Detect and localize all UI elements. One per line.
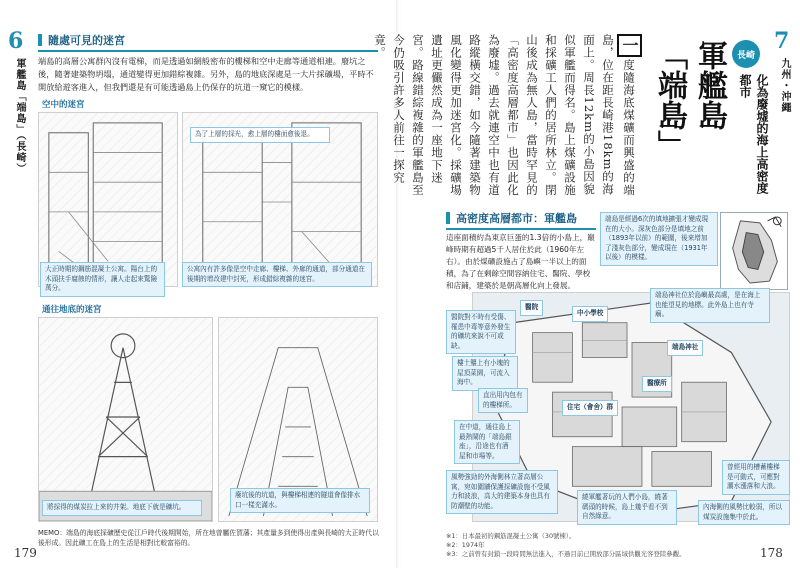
map-callout: 端島是經過6次的填地擴張才變成現在的大小。深灰色部分是填地之前（1893年以前）的範圍，後來增加了淺灰色部分，變成現在（1931年以後）的模樣。 <box>600 212 718 266</box>
section-heading: 隨處可見的迷宮 <box>38 32 125 48</box>
callout-no-green: 繞軍艦著玩的人們小島，繞著碼頭的時候，島上幾乎看不到自然綠意。 <box>577 490 677 525</box>
section-heading-right: 高密度高層都市：軍艦島 <box>446 210 577 226</box>
heading-marker-right <box>446 212 450 224</box>
heading-rule-right <box>446 228 596 230</box>
subheading-underground-maze: 通往地底的迷宮 <box>42 305 102 315</box>
island-inset-map <box>720 212 788 290</box>
label-clinic: 醫療所 <box>642 376 672 392</box>
title-quote: 「端島」 <box>652 40 687 160</box>
drop-cap: 一 <box>617 34 642 57</box>
page-number-right: 178 <box>760 546 783 560</box>
callout-ginza: 在中道，通往島上最熱鬧的「端島銀座」，沿途也有酒屋和市場等。 <box>454 420 520 464</box>
title-main: 軍艦島 <box>692 40 727 130</box>
subheading-sky-maze: 空中的迷宮 <box>42 100 85 110</box>
callout-rooftop-garden: 樓土壟上有小塊的屋頂菜園，可流入海中。 <box>452 356 518 391</box>
heading-marker <box>38 34 42 46</box>
intro-paragraph: 端島的高層公寓群內沒有電梯，而是透過如網般密布的樓梯和空中走廊等通道相連。廢坑之後，隨著建築物坍塌，通道變得更加錯綜複雜。另外，島的地底深處是一大片採礦場，平時不開放給遊客進入，但我們還是有可能透過島上仍保存的坑道一窺它的模樣。 <box>38 56 374 92</box>
island-outline <box>721 213 787 289</box>
footnote-3: ※3：之前曾有封鎖一段時間無法進入，不過目前已開放部分區域供觀光客登陸參觀。 <box>446 550 686 558</box>
callout-tunnel: 廢坑後的坑道，與樓梯相連的隧道會像排水口一樣充滿水。 <box>230 488 370 513</box>
label-apartments: 住宅（會舍）群 <box>562 400 618 416</box>
illustration-apartment-stairs <box>38 112 178 287</box>
memo-note: MEMO：端島的海底採礦歷史從江戶時代後期開始，所在地曾屬佐賀藩；其產量多到使得出產與長崎的大正時代以後形成。因此礦工在島上的生活是相對比較富裕的。 <box>38 529 379 547</box>
callout-balcony: 大正時期的鋼筋混凝土公寓。陽台上的木頭扶手腐蝕的情形，讓人走起來驚險萬分。 <box>40 262 165 297</box>
subtitle: 化為廢墟的海上高密度都市 <box>738 74 769 194</box>
callout-shrine: 端島神社位於島嶼最高處，是在海上也能望見的地標。此外島上也有寺廟。 <box>650 288 770 323</box>
right-page <box>373 0 800 568</box>
callout-movable-stairs: 曾經用的槽蓄樓梯是可動式，可應對潮水漲落和大浪。 <box>722 460 790 495</box>
body-vertical-text: 一度隨海底煤礦而興盛的端島，位在距長崎港18km的海面上。周長12km的小島因貌似軍艦而得名。島上煤礦設施和採礦工人們的居所林立。閉山後成為無人島，當時罕見的「高密度高層都市」也因此化為廢墟。過去就連空中也有道路縱橫交錯，如今隨著建築物風化變得更加迷宮化。採礦場遺址更儼然成為一座地下迷宮。路線錯綜複雜的軍艦島至今仍吸引許多人前往一探究竟。 <box>442 34 642 204</box>
footnote-1: ※1：日本最初的鋼筋混凝土公寓（30號棟）。 <box>446 532 576 540</box>
illustration-headframe <box>38 317 213 522</box>
sketch-apartment <box>39 113 177 286</box>
side-tab-title: 軍艦島「端島」（長崎） <box>14 58 25 174</box>
footnote-2: ※2：1974年 <box>446 541 485 549</box>
label-hospital: 醫院 <box>520 300 543 316</box>
side-tab-region: 九州・沖繩 <box>779 58 790 113</box>
callout-stairs: 直出用內包有的樓梯所。 <box>478 388 528 413</box>
callout-seawall-apartments: 風勢強勁的外海側林立著高層公寓，宛如圍牆保護採礦設施不受風力和波浪，高大的建築本身也具有防潮壁的功能。 <box>446 470 558 514</box>
place-badge: 長崎 <box>732 40 760 68</box>
callout-setback: 為了上層的採光，愈上層的樓面愈後退。 <box>190 127 330 143</box>
left-page <box>0 0 398 568</box>
callout-headframe: 將採得的煤炭拉上來的井架。地底下就是礦坑。 <box>42 500 202 516</box>
chapter-number-right: 7 <box>774 28 790 54</box>
callout-hospital: 醫院對不時有受傷、罹患中毒等意外發生的礦坑來說不可或缺。 <box>446 310 516 354</box>
label-shrine: 端島神社 <box>667 340 703 356</box>
section-intro: 這座面積約為東京巨蛋的1.3倍的小島上，巔峰時期有超過5千人居住於此（1960年左右）。由於煤礦設施占了島嶼一半以上的面積，為了在剩餘空間容納住宅、醫院、學校和店鋪，建築於是朝高層化向上發展。 <box>446 233 595 290</box>
callout-inner-sea: 內海側的風勢比較弱，所以煤炭設施集中於此。 <box>698 500 790 525</box>
heading-rule <box>38 50 378 52</box>
callout-corridors: 公寓內有許多像是空中走廊、樓梯、外廊的通道，部分通道在後期的增改建中封死，形成錯綜複雜的迷宮。 <box>182 262 372 287</box>
chapter-number: 6 <box>8 28 24 54</box>
label-school: 中小學校 <box>572 306 608 322</box>
sketch-headframe <box>39 318 212 521</box>
page-number-left: 179 <box>14 546 37 560</box>
